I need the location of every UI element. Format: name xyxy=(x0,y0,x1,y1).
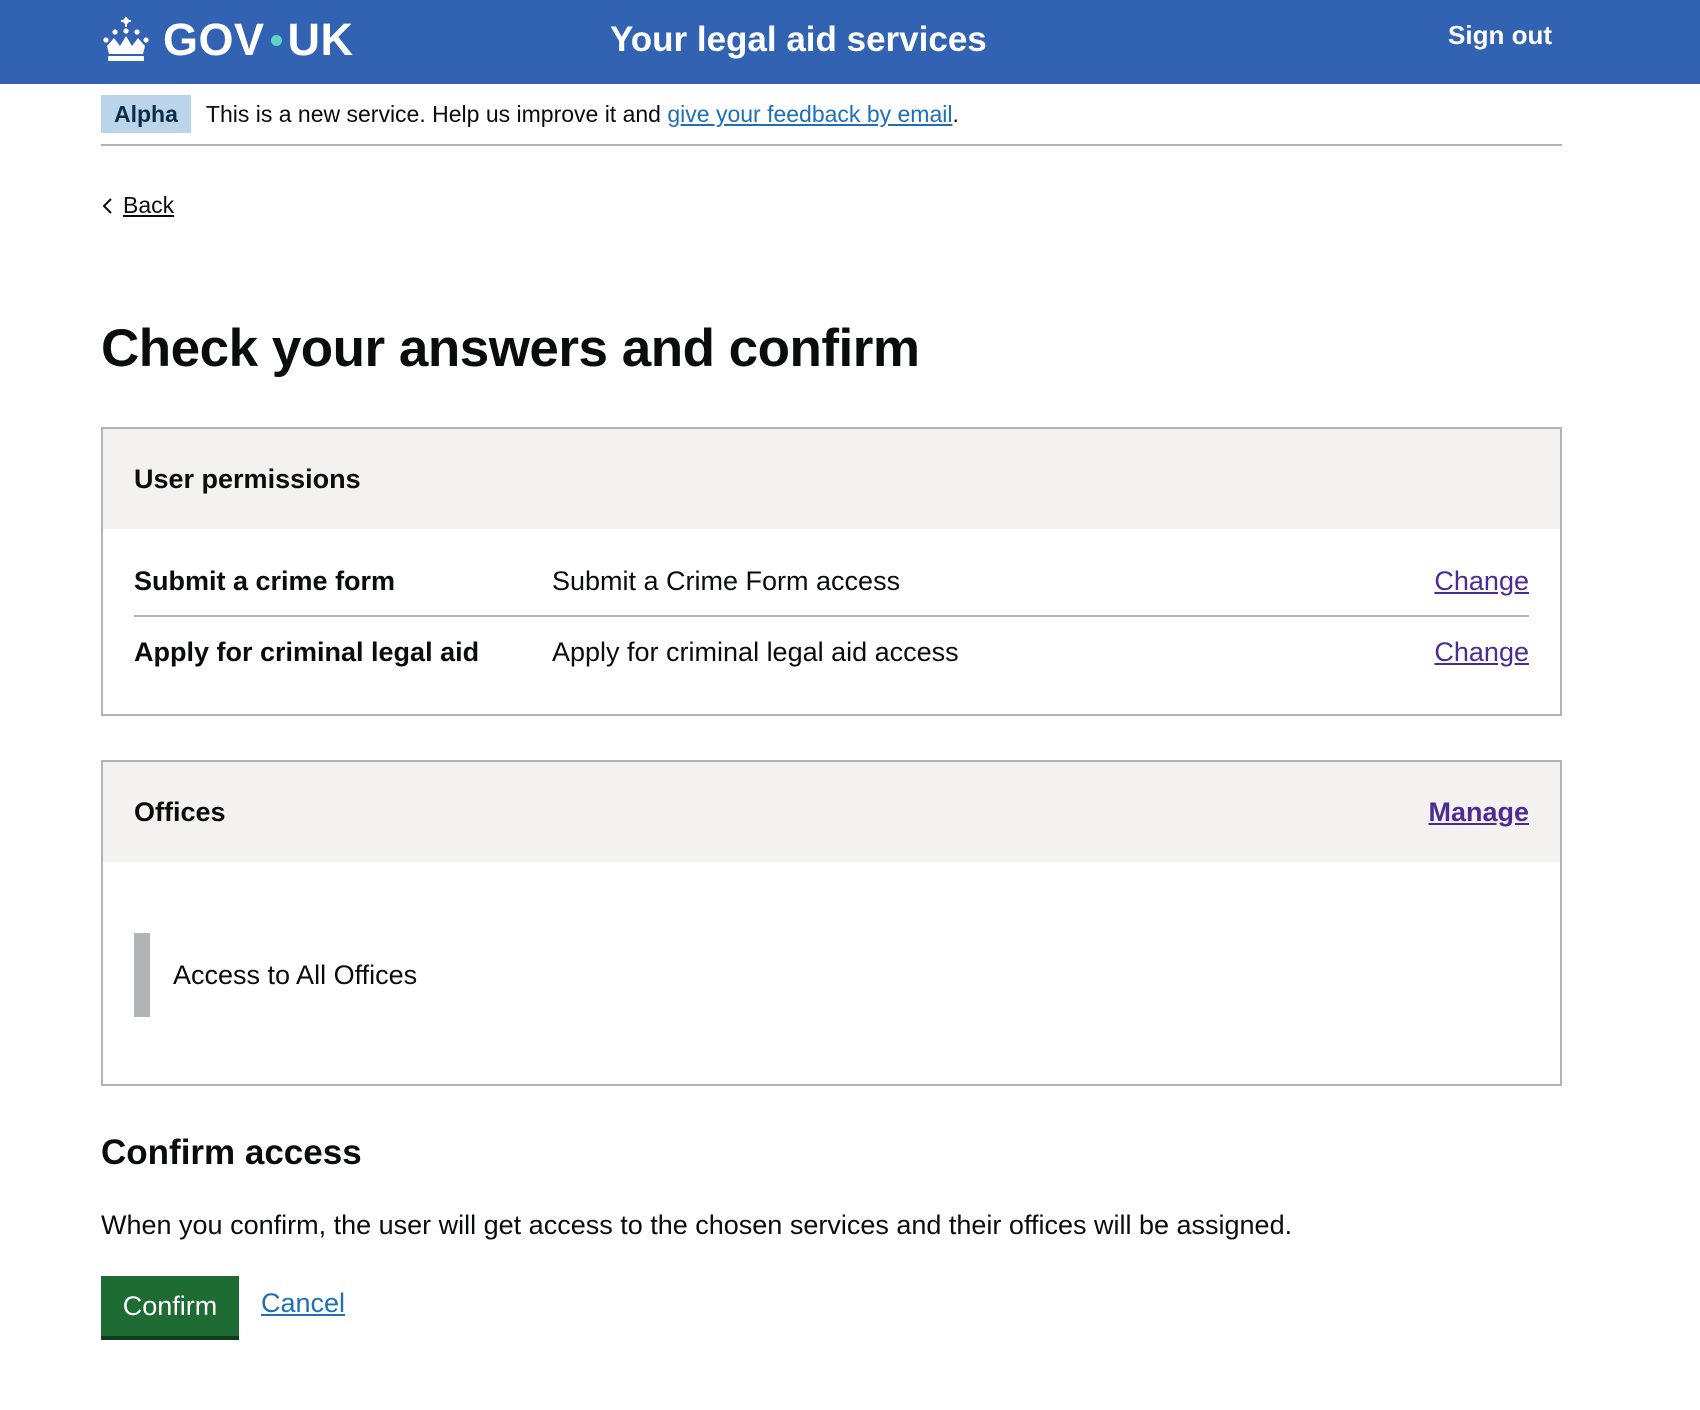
govuk-logo-link[interactable] xyxy=(101,10,354,70)
card-header xyxy=(103,762,1560,862)
summary-key: Submit a crime form xyxy=(134,565,396,596)
change-apply-criminal-legal-aid-link[interactable]: Change xyxy=(1434,636,1529,667)
change-submit-crime-form-link[interactable]: Change xyxy=(1434,565,1529,596)
user-permissions-card xyxy=(101,427,1562,716)
phase-banner-text xyxy=(206,101,959,128)
phase-text-after: . xyxy=(952,100,959,127)
confirm-heading: Confirm access xyxy=(101,1133,362,1172)
summary-row xyxy=(134,547,1529,617)
summary-row xyxy=(134,617,1529,687)
cancel-link[interactable]: Cancel xyxy=(261,1288,346,1318)
confirm-body-text: When you confirm, the user will get access to the chosen services and their offices will be assigned. xyxy=(101,1210,1293,1240)
confirm-button[interactable]: Confirm xyxy=(101,1276,239,1336)
phase-banner xyxy=(101,84,1562,146)
feedback-link[interactable]: give your feedback by email xyxy=(667,100,953,127)
summary-key: Apply for criminal legal aid xyxy=(134,636,480,667)
logo-dot xyxy=(271,35,282,46)
phase-tag: Alpha xyxy=(101,95,191,133)
service-name-link[interactable]: Your legal aid services xyxy=(610,20,987,59)
sign-out-link[interactable]: Sign out xyxy=(1448,20,1552,50)
card-title: Offices xyxy=(134,796,226,827)
back-link-label: Back xyxy=(123,192,175,218)
crown-icon xyxy=(101,16,151,64)
back-link[interactable] xyxy=(101,192,174,219)
chevron-left-icon xyxy=(101,197,113,215)
summary-value: Apply for criminal legal aid access xyxy=(552,636,959,667)
govuk-logo-text xyxy=(163,14,354,66)
inset-text: Access to All Offices xyxy=(134,933,417,1017)
card-header xyxy=(103,429,1560,529)
logo-text-gov: GOV xyxy=(163,14,265,65)
site-header xyxy=(0,0,1700,84)
offices-card xyxy=(101,760,1562,1086)
card-title: User permissions xyxy=(134,463,361,494)
manage-offices-link[interactable]: Manage xyxy=(1428,796,1529,827)
summary-list xyxy=(103,547,1560,687)
logo-text-uk: UK xyxy=(287,14,354,65)
phase-text-before: This is a new service. Help us improve it and xyxy=(205,100,668,127)
summary-value: Submit a Crime Form access xyxy=(552,565,901,596)
page-title: Check your answers and confirm xyxy=(101,319,920,378)
